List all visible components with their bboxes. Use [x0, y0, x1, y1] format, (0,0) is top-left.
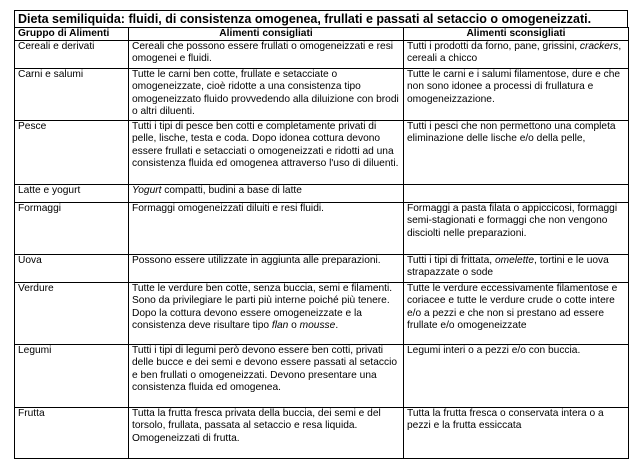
table-row	[15, 345, 629, 408]
row-group: Frutta	[15, 408, 129, 459]
row-group: Verdure	[15, 283, 129, 345]
food-table	[14, 27, 629, 459]
table-row	[15, 408, 629, 459]
row-recommended	[129, 185, 404, 203]
italic-term: flan	[271, 319, 289, 331]
row-not-recommended: Tutti i pesci che non permettono una completa eliminazione delle lische e/o della pelle,	[404, 121, 629, 185]
row-not-recommended	[404, 41, 629, 69]
row-not-recommended: Formaggi a pasta filata o appiccicosi, formaggi semi-stagionati e formaggi che non vengono disciolti nelle preparazioni.	[404, 203, 629, 255]
text-span: , tortini e le uova strapazzate o sode	[407, 255, 609, 279]
table-row	[15, 203, 629, 255]
text-span: , cereali a chicco	[407, 41, 622, 65]
header-group: Gruppo di Alimenti	[15, 28, 129, 41]
table-header-row	[15, 28, 629, 41]
row-recommended: Tutte le carni ben cotte, frullate e setacciate o omogeneizzate, cioè ridotte a una consistenza tipo omogeneizzato fluido provvedendo alla diluizione con brodi o altri diluenti.	[129, 69, 404, 121]
table-row	[15, 121, 629, 185]
header-recommended: Alimenti consigliati	[129, 28, 404, 41]
row-group: Carni e salumi	[15, 69, 129, 121]
row-recommended: Cereali che possono essere frullati o omogeneizzati e resi omogenei e fluidi.	[129, 41, 404, 69]
row-not-recommended: Tutte le verdure eccessivamente filamentose e coriacee e tutte le verdure crude o cotte intere e/o a pezzi e che non si prestano ad essere frullate e/o omogeneizzate	[404, 283, 629, 345]
row-recommended: Tutti i tipi di pesce ben cotti e completamente privati di pelle, lische, testa e coda. Dopo idonea cottura devono essere frullati e setacciati o omogeneizzati e ridotti ad una consistenza fluida ed omogenea attraverso l'uso di diluenti.	[129, 121, 404, 185]
text-span: Tutta la frutta fresca privata della buccia, dei semi e del torsolo, frullata, passata al setaccio e resa liquida.	[132, 408, 381, 432]
row-group: Latte e yogurt	[15, 185, 129, 203]
document-title: Dieta semiliquida: fluidi, di consistenza omogenea, frullati e passati al setaccio o omogeneizzati.	[14, 10, 628, 27]
row-group: Cereali e derivati	[15, 41, 129, 69]
italic-term: mousse	[299, 319, 336, 331]
text-span: Tutti i tipi di frittata,	[407, 255, 495, 266]
row-recommended: Tutti i tipi di legumi però devono essere ben cotti, privati delle bucce e dei semi e devono essere passati al setaccio e ben frullati o omogeneizzati. Devono presentare una consistenza fluida ed omogenea.	[129, 345, 404, 408]
header-not-recommended: Alimenti sconsigliati	[404, 28, 629, 41]
table-row	[15, 255, 629, 283]
row-recommended	[129, 408, 404, 459]
row-group: Pesce	[15, 121, 129, 185]
diet-document	[14, 10, 628, 459]
row-recommended: Formaggi omogeneizzati diluiti e resi fluidi.	[129, 203, 404, 255]
row-group: Uova	[15, 255, 129, 283]
text-span: Tutte le verdure ben cotte, senza buccia, semi e filamenti. Sono da privilegiare le parti più interne poiché più tenere. Dopo la cottura devono essere omogeneizzate e la consistenza deve risultare tipo	[132, 283, 393, 331]
text-span: compatti, budini a base di latte	[161, 185, 302, 196]
row-not-recommended: Tutta la frutta fresca o conservata intera o a pezzi e la frutta essiccata	[404, 408, 629, 459]
row-not-recommended: Legumi interi o a pezzi e/o con buccia.	[404, 345, 629, 408]
row-not-recommended	[404, 185, 629, 203]
row-recommended	[129, 283, 404, 345]
row-group: Formaggi	[15, 203, 129, 255]
italic-term: crackers	[579, 41, 619, 52]
table-row	[15, 41, 629, 69]
row-not-recommended	[404, 255, 629, 283]
text-span: Omogeneizzati di frutta.	[132, 432, 240, 444]
table-row	[15, 69, 629, 121]
row-group: Legumi	[15, 345, 129, 408]
italic-term: omelette	[494, 255, 535, 266]
text-span: .	[335, 319, 339, 331]
text-span: Tutti i prodotti da forno, pane, grissini,	[407, 41, 580, 52]
table-row	[15, 283, 629, 345]
italic-term: Yogurt	[132, 185, 162, 196]
row-not-recommended: Tutte le carni e i salumi filamentose, dure e che non sono idonee a processi di frullatura e omogeneizzazione.	[404, 69, 629, 121]
text-span: o	[288, 319, 300, 331]
row-recommended: Possono essere utilizzate in aggiunta alle preparazioni.	[129, 255, 404, 283]
table-row	[15, 185, 629, 203]
